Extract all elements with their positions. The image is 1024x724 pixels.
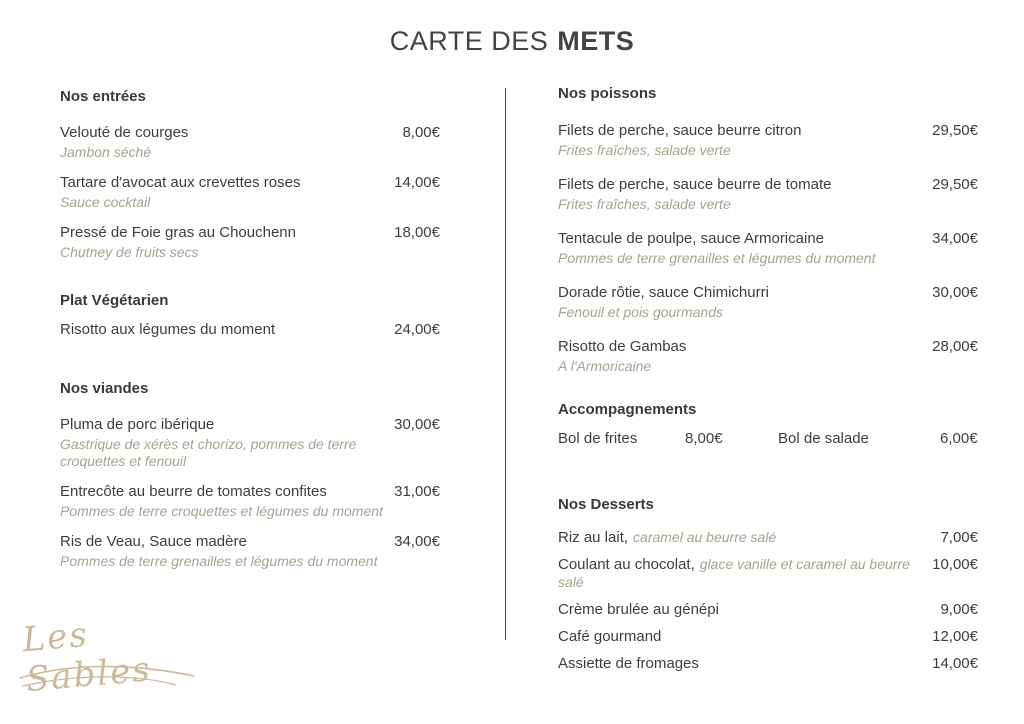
item-price: 30,00€ <box>394 416 440 433</box>
item-price: 29,50€ <box>932 176 978 193</box>
item-price: 14,00€ <box>932 655 978 672</box>
item-price: 28,00€ <box>932 338 978 355</box>
item-price: 6,00€ <box>940 430 978 447</box>
item-price: 29,50€ <box>932 122 978 139</box>
item-name: Bol de salade <box>778 430 869 447</box>
item-price: 10,00€ <box>932 556 978 573</box>
item-price: 30,00€ <box>932 284 978 301</box>
menu-item <box>60 321 440 339</box>
item-name: Crème brulée au génépi <box>558 601 719 618</box>
menu-item <box>558 122 978 159</box>
page-title-bold: METS <box>557 26 635 56</box>
item-description: Frites fraîches, salade verte <box>558 142 731 158</box>
menu-item <box>558 655 978 673</box>
restaurant-logo <box>20 612 214 702</box>
item-description: Fenouil et pois gourmands <box>558 304 723 320</box>
item-name: Riz au lait, <box>558 529 629 546</box>
section-header-poissons: Nos poissons <box>558 85 657 102</box>
menu-item <box>558 176 978 213</box>
logo-wave-icon <box>18 660 198 692</box>
item-price: 14,00€ <box>394 174 440 191</box>
item-description: Jambon séché <box>60 144 152 160</box>
item-price: 8,00€ <box>685 430 723 447</box>
item-description: Chutney de fruits secs <box>60 244 199 260</box>
item-name: Assiette de fromages <box>558 655 699 672</box>
item-name: Café gourmand <box>558 628 662 645</box>
section-header-vegetarien: Plat Végétarien <box>60 292 169 309</box>
item-price: 34,00€ <box>932 230 978 247</box>
item-name: Risotto de Gambas <box>558 338 687 355</box>
item-price: 31,00€ <box>394 483 440 500</box>
section-header-viandes: Nos viandes <box>60 380 149 397</box>
menu-item <box>60 416 440 470</box>
page-title <box>0 26 1024 57</box>
item-price: 18,00€ <box>394 224 440 241</box>
item-description: A l'Armoricaine <box>558 358 652 374</box>
item-description: Gastrique de xérès et chorizo, pommes de terre croquettes et fenouil <box>60 436 357 469</box>
item-name: Dorade rôtie, sauce Chimichurri <box>558 284 769 301</box>
logo-text: Les Sables <box>20 614 154 701</box>
item-name: Ris de Veau, Sauce madère <box>60 533 247 550</box>
item-description: Pommes de terre grenailles et légumes du moment <box>558 250 876 266</box>
item-price: 12,00€ <box>932 628 978 645</box>
menu-item <box>558 230 978 267</box>
item-name: Entrecôte au beurre de tomates confites <box>60 483 327 500</box>
menu-item <box>558 338 978 375</box>
item-description: glace vanille et caramel au beurre salé <box>558 556 910 590</box>
item-name: Filets de perche, sauce beurre citron <box>558 122 802 139</box>
menu-item <box>60 174 440 211</box>
menu-item <box>558 556 978 592</box>
item-price: 7,00€ <box>940 529 978 546</box>
item-price: 34,00€ <box>394 533 440 550</box>
menu-item <box>558 628 978 646</box>
item-name: Pluma de porc ibérique <box>60 416 215 433</box>
center-divider-line <box>505 88 506 640</box>
item-description: Sauce cocktail <box>60 194 151 210</box>
right-column <box>558 85 978 673</box>
menu-item <box>558 529 978 547</box>
menu-item <box>60 483 440 520</box>
menu-item <box>558 601 978 619</box>
left-column <box>60 88 440 570</box>
item-price: 8,00€ <box>402 124 440 141</box>
item-name: Bol de frites <box>558 430 638 447</box>
item-price: 24,00€ <box>394 321 440 338</box>
section-header-accompagnements: Accompagnements <box>558 401 697 418</box>
section-header-entrees: Nos entrées <box>60 88 146 105</box>
item-description: Pommes de terre croquettes et légumes du moment <box>60 503 383 519</box>
item-description: Frites fraîches, salade verte <box>558 196 731 212</box>
section-header-desserts: Nos Desserts <box>558 496 654 513</box>
item-description: Pommes de terre grenailles et légumes du moment <box>60 553 378 569</box>
menu-item <box>60 224 440 261</box>
item-name: Tartare d'avocat aux crevettes roses <box>60 174 301 191</box>
item-name: Coulant au chocolat, <box>558 556 695 573</box>
menu-item <box>60 124 440 161</box>
page-title-regular: CARTE DES <box>389 26 549 56</box>
menu-item <box>60 533 440 570</box>
item-name: Velouté de courges <box>60 124 189 141</box>
item-name: Risotto aux légumes du moment <box>60 321 276 338</box>
item-price: 9,00€ <box>940 601 978 618</box>
sides-row <box>558 430 978 448</box>
item-name: Tentacule de poulpe, sauce Armoricaine <box>558 230 825 247</box>
item-description: caramel au beurre salé <box>633 529 777 545</box>
menu-item <box>558 284 978 321</box>
item-name: Pressé de Foie gras au Chouchenn <box>60 224 296 241</box>
item-name: Filets de perche, sauce beurre de tomate <box>558 176 832 193</box>
